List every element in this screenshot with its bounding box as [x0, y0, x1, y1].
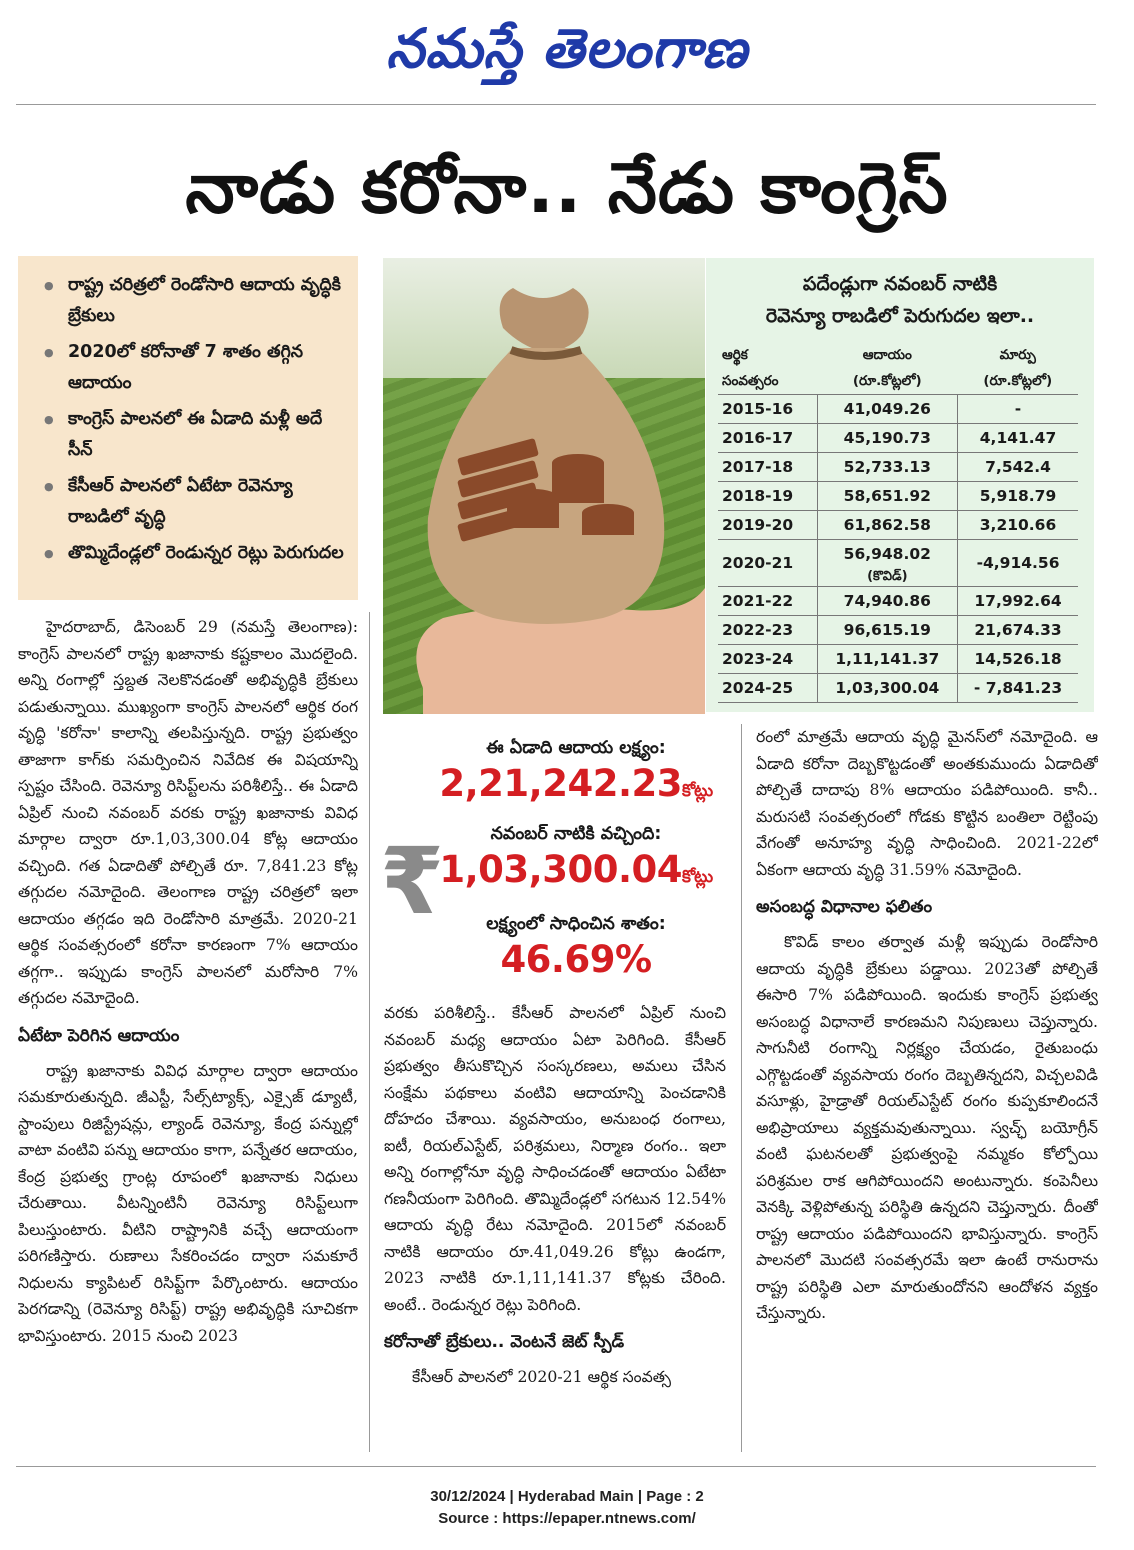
highlight-item: ● కేసీఆర్ పాలనలో ఏటేటా రెవెన్యూ రాబడిలో వృద్ధి	[44, 471, 348, 533]
received-value: 1,03,300.04కోట్లు	[439, 848, 713, 891]
highlights-box	[18, 256, 358, 600]
article-paragraph: హైదరాబాద్, డిసెంబర్ 29 (నమస్తే తెలంగాణ): కాంగ్రెస్ పాలనలో రాష్ట్ర ఖజానాకు కష్టకాలం మొదలైంది. అన్ని రంగాల్లో స్తబ్దత నెలకొనడంతో అభివృద్ధికి బ్రేకులు పడుతున్నాయి. ముఖ్యంగా కాంగ్రెస్ పాలనలో ఆర్థిక రంగ వృద్ధి 'కరోనా' కాలాన్ని తలపిస్తున్నది. రాష్ట్ర ప్రభుత్వం తాజాగా కాగ్‌కు సమర్పించిన నివేదిక ఈ విషయాన్ని స్పష్టం చేసింది. రెవెన్యూ రిసిప్ట్‌లను పరిశీలిస్తే.. ఈ ఏడాది ఏప్రిల్ నుంచి నవంబర్ వరకు రాష్ట్ర ఖజానాకు వివిధ మార్గాల ద్వారా రూ.1,03,300.04 కోట్ల ఆదాయం వచ్చింది. గత ఏడాదితో పోల్చితే రూ. 7,841.23 కోట్ల తగ్గుదల నమోదైంది. తెలంగాణ రాష్ట్ర చరిత్రలో ఇలా ఆదాయం తగ్గడం ఇది రెండోసారి మాత్రమే. 2020-21 ఆర్థిక సంవత్సరంలో కరోనా కారణంగా 7% ఆదాయం తగ్గగా.. ఇప్పుడు కాంగ్రెస్ పాలనలో మరోసారి 7% తగ్గుదల నమోదైంది.	[18, 617, 358, 1007]
footer-rule	[16, 1466, 1096, 1467]
revenue-title-line1: పదేండ్లుగా నవంబర్ నాటికి	[802, 273, 998, 295]
change-header: మార్పు (రూ.కోట్లలో)	[958, 342, 1078, 395]
table-row: 2018-19 58,651.92 5,918.79	[718, 482, 1078, 511]
masthead-rule	[16, 104, 1096, 105]
revenue-table	[718, 342, 1078, 703]
column-divider	[369, 612, 370, 1452]
table-row: 2020-21 56,948.02 (కొవిడ్) -4,914.56	[718, 540, 1078, 587]
income-header: ఆదాయం (రూ.కోట్లలో)	[817, 342, 957, 395]
headline: నాడు కరోనా.. నేడు కాంగ్రెస్	[185, 147, 949, 229]
article-paragraph: కేసీఆర్ పాలనలో 2020-21 ఆర్థిక సంవత్స	[412, 1367, 671, 1386]
section-subhead: కరోనాతో బ్రేకులు.. వెంటనే జెట్ స్పీడ్	[384, 1332, 625, 1352]
revenue-table-box	[706, 258, 1094, 712]
footer-source-line: Source : https://epaper.ntnews.com/	[438, 1510, 696, 1527]
percent-value: 46.69%	[500, 938, 652, 981]
section-subhead: అసంబద్ధ విధానాల ఫలితం	[756, 897, 933, 917]
footer	[0, 1486, 1134, 1530]
revenue-table-title	[706, 268, 1094, 332]
masthead-logo: నమస్తే తెలంగాణ	[386, 16, 748, 80]
money-bag-photo	[383, 258, 705, 714]
article-paragraph: వరకు పరిశీలిస్తే.. కేసీఆర్ పాలనలో ఏప్రిల్ నుంచి నవంబర్ మధ్య ఆదాయం ఏటా పెరిగింది. కేసీఆర్ ప్రభుత్వం తీసుకొచ్చిన సంస్కరణలు, అమలు చేసిన సంక్షేమ పథకాలు వంటివి ఆదాయాన్ని పెంచడానికి దోహదం చేశాయి. వ్యవసాయం, అనుబంధ రంగాలు, ఐటీ, రియల్‌ఎస్టేట్, పరిశ్రమలు, నిర్మాణ రంగం.. ఇలా అన్ని రంగాల్లోనూ వృద్ధి సాధించడంతో ఆదాయం ఏటేటా గణనీయంగా పెరిగింది. తొమ్మిదేండ్లలో సగటున 12.54% ఆదాయ వృద్ధి రేటు నమోదైంది. 2015లో నవంబర్ నాటికి ఆదాయం రూ.41,049.26 కోట్లు ఉండగా, 2023 నాటికి రూ.1,11,141.37 కోట్లకు చేరింది. అంటే.. రెండున్నర రెట్లు పెరిగింది.	[384, 1003, 726, 1314]
highlight-item: ● 2020లో కరోనాతో 7 శాతం తగ్గిన ఆదాయం	[44, 337, 348, 399]
stats-box	[380, 738, 726, 986]
article-paragraph: రంలో మాత్రమే ఆదాయ వృద్ధి మైనస్‌లో నమోదైంది. ఆ ఏడాది కరోనా దెబ్బకొట్టడంతో అంతకుముందు ఏడాదితో పోల్చితే దాదాపు 8% ఆదాయం పడిపోయింది. కానీ.. మరుసటి సంవత్సరంలో గోడకు కొట్టిన బంతిలా రెట్టింపు వేగంతో అనూహ్య వృద్ధి సాధించింది. 2021-22లో ఏకంగా ఆదాయ వృద్ధి 31.59% నమోదైంది.	[756, 727, 1098, 879]
revenue-title-line2: రెవెన్యూ రాబడిలో పెరుగుదల ఇలా..	[765, 305, 1035, 327]
target-label: ఈ ఏడాది ఆదాయ లక్ష్యం:	[486, 738, 666, 758]
percent-label: లక్ష్యంలో సాధించిన శాతం:	[486, 914, 666, 934]
table-row: 2019-20 61,862.58 3,210.66	[718, 511, 1078, 540]
article-column-2	[384, 1000, 726, 1450]
article-column-1	[18, 614, 358, 1454]
money-bag-icon	[383, 258, 705, 714]
table-row: 2021-22 74,940.86 17,992.64	[718, 587, 1078, 616]
highlight-item: ● రాష్ట్ర చరిత్రలో రెండోసారి ఆదాయ వృద్ధికి బ్రేకులు	[44, 270, 348, 332]
highlight-item: ● కాంగ్రెస్ పాలనలో ఈ ఏడాది మళ్లీ అదే సీన్	[44, 404, 348, 466]
article-paragraph: కొవిడ్ కాలం తర్వాత మళ్లీ ఇప్పుడు రెండోసారి ఆదాయ వృద్ధికి బ్రేకులు పడ్డాయి. 2023తో పోల్చితే ఈసారి 7% పడిపోయింది. ఇందుకు కాంగ్రెస్ ప్రభుత్వ అసంబద్ధ విధానాలే కారణమని నిపుణులు చెప్తున్నారు. సాగునీటి రంగాన్ని నిర్లక్ష్యం చేయడం, రైతుబంధు ఎగ్గొట్టడంతో వ్యవసాయ రంగం దెబ్బతిన్నదని, విచ్చలవిడి వసూళ్లు, హైడ్రాతో రియల్‌ఎస్టేట్ రంగం కుప్పకూలిందనే అభిప్రాయాలు వ్యక్తమవుతున్నాయి. స్వచ్ఛ్ బయోగ్రీన్ వంటి ఘటనలతో ప్రభుత్వంపై నమ్మకం కోల్పోయి పరిశ్రమల రాక ఆగిపోయిందని అంటున్నారు. కంపెనీలు వెనక్కి వెళ్లిపోతున్న పరిస్థితి ఉన్నదని చెప్తున్నారు. దీంతో రాష్ట్ర ఆదాయం పడిపోయిందని భావిస్తున్నారు. కాంగ్రెస్ పాలనలో మొదటి సంవత్సరమే ఇలా ఉంటే రానురాను రాష్ట్ర పరిస్థితి ఎలా మారుతుందోనని ఆందోళన వ్యక్తం చేస్తున్నారు.	[756, 932, 1098, 1322]
footer-date-line: 30/12/2024 | Hyderabad Main | Page : 2	[430, 1488, 704, 1505]
received-label: నవంబర్ నాటికి వచ్చింది:	[490, 824, 662, 844]
table-row: 2023-24 1,11,141.37 14,526.18	[718, 645, 1078, 674]
table-row: 2016-17 45,190.73 4,141.47	[718, 424, 1078, 453]
highlight-item: ● తొమ్మిదేండ్లలో రెండున్నర రెట్లు పెరుగుదల	[44, 538, 348, 569]
article-paragraph: రాష్ట్ర ఖజానాకు వివిధ మార్గాల ద్వారా ఆదాయం సమకూరుతున్నది. జీఎస్టీ, సేల్స్‌ట్యాక్స్, ఎక్సైజ్ డ్యూటీ, స్టాంపులు రిజిస్ట్రేషన్లు, ల్యాండ్ రెవెన్యూ, కేంద్ర పన్నుల్లో వాటా వంటివి పన్ను ఆదాయం కాగా, పన్నేతర ఆదాయం, కేంద్ర ప్రభుత్వ గ్రాంట్ల రూపంలో ఖజానాకు నిధులు చేరుతాయి. వీటన్నింటినీ రెవెన్యూ రిసిప్ట్‌లుగా పిలుస్తుంటారు. వీటిని రాష్ట్రానికి వచ్చే ఆదాయంగా పరిగణిస్తారు. రుణాలు సేకరించడం ద్వారా సమకూరే నిధులను క్యాపిటల్ రిసిప్ట్‌గా పేర్కొంటారు. ఆదాయం పెరగడాన్ని (రెవెన్యూ రిసిప్ట్) రాష్ట్ర అభివృద్ధికి సూచికగా భావిస్తుంటారు. 2015 నుంచి 2023	[18, 1060, 358, 1345]
table-row: 2015-16 41,049.26 -	[718, 395, 1078, 424]
section-subhead: ఏటేటా పెరిగిన ఆదాయం	[18, 1025, 180, 1046]
column-divider	[741, 724, 742, 1452]
table-row: 2017-18 52,733.13 7,542.4	[718, 453, 1078, 482]
article-column-3	[756, 724, 1098, 1450]
table-row: 2024-25 1,03,300.04 - 7,841.23	[718, 674, 1078, 703]
target-value: 2,21,242.23కోట్లు	[439, 762, 713, 805]
table-row: 2022-23 96,615.19 21,674.33	[718, 616, 1078, 645]
year-header: ఆర్థిక సంవత్సరం	[718, 342, 817, 395]
masthead	[0, 8, 1134, 88]
rupee-icon: ₹	[380, 828, 445, 935]
